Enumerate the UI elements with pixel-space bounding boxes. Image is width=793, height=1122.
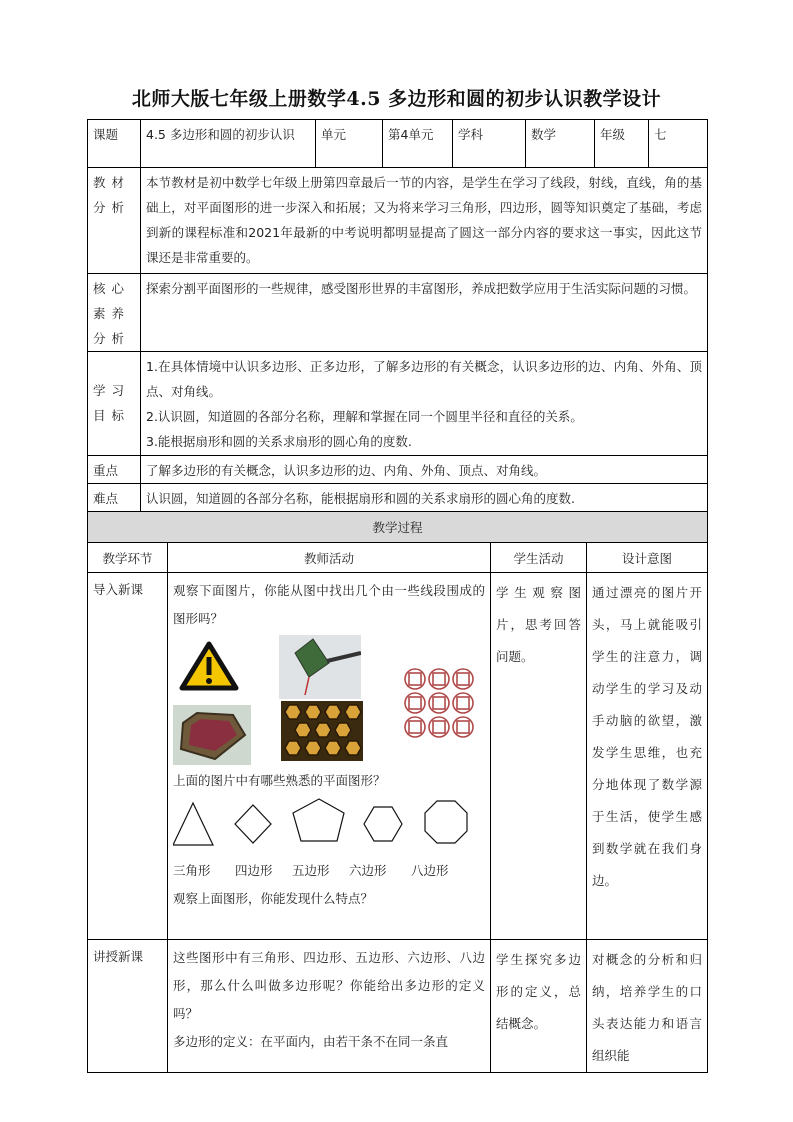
subject-value: 数学 <box>526 120 595 168</box>
grade-label: 年级 <box>595 120 649 168</box>
lecture-teacher-cell <box>168 940 491 1073</box>
intro-photo-row-2 <box>173 699 485 763</box>
subject-label: 学科 <box>453 120 526 168</box>
goal-item: 2.认识圆，知道圆的各部分名称，理解和掌握在同一个圆里半径和直径的关系。 <box>146 409 583 424</box>
octagon-shape <box>425 801 467 843</box>
pentagon-shape <box>293 799 344 841</box>
lecture-paragraph-1: 这些图形中有三角形、四边形、五边形、六边形、八边形，那么什么叫做多边形呢？你能给出多边形的定义吗？ <box>173 950 485 1021</box>
lesson-plan-table <box>87 119 707 1073</box>
kite-photo-image <box>279 635 361 699</box>
goals-list <box>141 352 708 456</box>
intro-teacher-cell <box>168 573 491 940</box>
shape-labels-row <box>173 857 485 885</box>
col-stage-header: 教学环节 <box>88 543 168 573</box>
shape-label: 四边形 <box>235 863 273 878</box>
literacy-label: 核心素养分析 <box>88 274 141 352</box>
process-section-title: 教学过程 <box>88 512 708 543</box>
intro-stage: 导入新课 <box>88 573 168 940</box>
analysis-text: 本节教材是初中数学七年级上册第四章最后一节的内容，是学生在学习了线段，射线，直线，角的基础上，对平面图形的进一步深入和拓展；又为将来学习三角形，四边形，圆等知识奠定了基础，考虑到新的课程标准和2021年最新的中考说明都明显提高了圆这一部分内容的要求这一事实，因此这节课还是非常重要的。 <box>141 168 708 274</box>
analysis-label: 教材分析 <box>88 168 141 274</box>
polygon-shapes-svg <box>173 795 486 857</box>
intro-question-1: 观察下面图片，你能从图中找出几个由一些线段围成的图形吗？ <box>173 583 485 626</box>
triangle-shape <box>173 803 213 845</box>
col-student-header: 学生活动 <box>491 543 587 573</box>
goal-item: 3.能根据扇形和圆的关系求扇形的圆心角的度数. <box>146 434 412 449</box>
unit-label: 单元 <box>316 120 383 168</box>
literacy-text: 探索分割平面图形的一些规律，感受图形世界的丰富图形，养成把数学应用于生活实际问题的习惯。 <box>141 274 708 352</box>
warning-sign-image <box>179 641 239 691</box>
key-point-label: 重点 <box>88 456 141 484</box>
page-title: 北师大版七年级上册数学4.5 多边形和圆的初步认识教学设计 <box>131 88 662 110</box>
key-point-text: 了解多边形的有关概念，认识多边形的边、内角、外角、顶点、对角线。 <box>141 456 708 484</box>
intro-student: 学生观察图片，思考回答问题。 <box>491 573 587 940</box>
polygon-shapes <box>173 795 485 857</box>
quadrilateral-shape <box>235 805 271 843</box>
topic-value: 4.5 多边形和圆的初步认识 <box>141 120 316 168</box>
hexagon-shape <box>364 807 402 841</box>
goals-label: 学习目标 <box>88 352 141 456</box>
intro-question-3: 观察上面图形，你能发现什么特点？ <box>173 891 374 906</box>
goal-item: 1.在具体情境中认识多边形、正多边形，了解多边形的有关概念，认识多边形的边、内角、外角、顶点、对角线。 <box>146 359 702 399</box>
col-teacher-header: 教师活动 <box>168 543 491 573</box>
shape-label: 五边形 <box>292 863 330 878</box>
col-intent-header: 设计意图 <box>587 543 708 573</box>
shape-label: 三角形 <box>173 863 211 878</box>
lecture-paragraph-2: 多边形的定义：在平面内，由若干条不在同一条直 <box>173 1034 449 1049</box>
difficulty-text: 认识圆，知道圆的各部分名称，能根据扇形和圆的关系求扇形的圆心角的度数. <box>141 484 708 512</box>
shape-label: 八边形 <box>411 863 449 878</box>
honeycomb-image <box>281 701 363 761</box>
lecture-student: 学生探究多边形的定义，总结概念。 <box>491 940 587 1073</box>
difficulty-label: 难点 <box>88 484 141 512</box>
intro-intent: 通过漂亮的图片开头，马上就能吸引学生的注意力，调动学生的学习及动手动脑的欲望，激发学生思维，也充分地体现了数学源于生活，使学生感到数学就在我们身边。 <box>587 573 708 940</box>
unit-value: 第4单元 <box>383 120 453 168</box>
grade-value: 七 <box>649 120 708 168</box>
shape-label: 六边形 <box>349 863 387 878</box>
lecture-intent: 对概念的分析和归纳，培养学生的口头表达能力和语言组织能 <box>587 940 708 1073</box>
lecture-stage: 讲授新课 <box>88 940 168 1073</box>
intro-question-2: 上面的图片中有哪些熟悉的平面图形？ <box>173 773 386 788</box>
pentagon-box-image <box>173 705 251 765</box>
topic-label: 课题 <box>88 120 141 168</box>
